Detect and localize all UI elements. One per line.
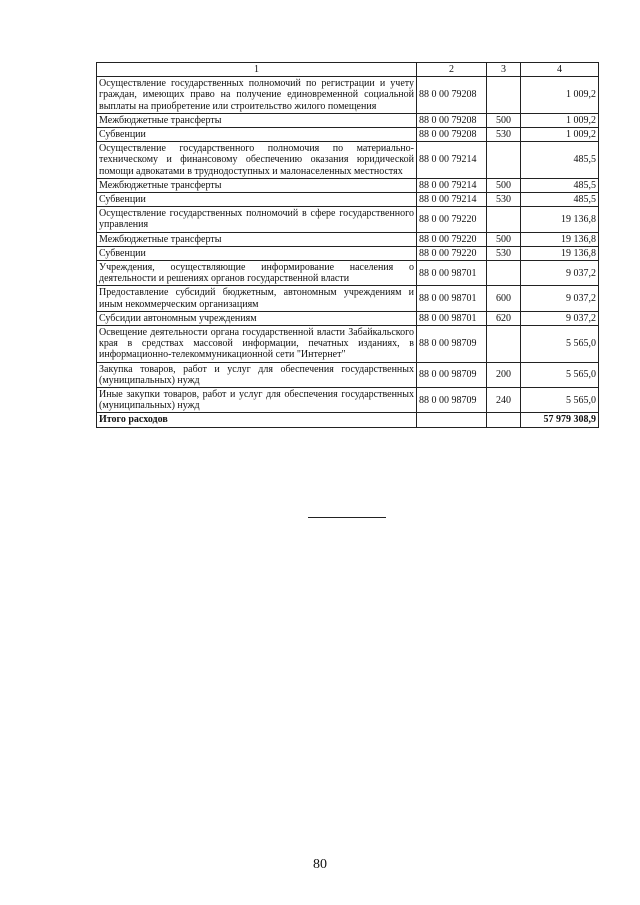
row-amount: 19 136,8 [521,246,599,260]
table-row [97,128,599,142]
row-code: 88 0 00 98709 [417,362,487,387]
row-code: 88 0 00 98709 [417,388,487,413]
row-type: 500 [487,113,521,127]
row-amount: 1 009,2 [521,128,599,142]
table-row [97,232,599,246]
total-row [97,413,599,427]
expenditure-table [96,62,599,428]
table-row [97,362,599,387]
row-type [487,326,521,363]
row-amount: 9 037,2 [521,286,599,311]
row-amount: 19 136,8 [521,232,599,246]
row-amount: 5 565,0 [521,326,599,363]
total-type [487,413,521,427]
total-label: Итого расходов [97,413,417,427]
row-name: Закупка товаров, работ и услуг для обеспечения государственных (муниципальных) нужд [97,362,417,387]
column-header-2: 2 [417,63,487,77]
row-code: 88 0 00 79214 [417,193,487,207]
table-row [97,246,599,260]
total-code [417,413,487,427]
row-amount: 485,5 [521,178,599,192]
row-code: 88 0 00 79208 [417,113,487,127]
row-type: 600 [487,286,521,311]
row-code: 88 0 00 79220 [417,232,487,246]
row-name: Учреждения, осуществляющие информирование населения о деятельности и решениях органов государственной власти [97,261,417,286]
page-number: 80 [313,857,327,872]
row-type [487,261,521,286]
table-row [97,142,599,179]
row-name: Освещение деятельности органа государственной власти Забайкальского края в средствах массовой информации, печатных изданиях, в информационно-телекоммуникационной сети "Интернет" [97,326,417,363]
row-code: 88 0 00 79220 [417,207,487,232]
table-row [97,261,599,286]
row-amount: 9 037,2 [521,311,599,325]
column-header-3: 3 [487,63,521,77]
row-code: 88 0 00 98701 [417,261,487,286]
row-name: Субвенции [97,246,417,260]
row-type: 200 [487,362,521,387]
row-name: Межбюджетные трансферты [97,113,417,127]
row-type: 620 [487,311,521,325]
section-divider [308,517,386,518]
row-type: 240 [487,388,521,413]
row-code: 88 0 00 79214 [417,142,487,179]
table-row [97,178,599,192]
table-row [97,388,599,413]
table-row [97,77,599,114]
row-type: 500 [487,232,521,246]
table-row [97,193,599,207]
row-code: 88 0 00 98701 [417,286,487,311]
row-type [487,207,521,232]
row-amount: 5 565,0 [521,388,599,413]
row-name: Иные закупки товаров, работ и услуг для обеспечения государственных (муниципальных) нужд [97,388,417,413]
row-name: Субвенции [97,128,417,142]
row-amount: 9 037,2 [521,261,599,286]
row-code: 88 0 00 79214 [417,178,487,192]
row-code: 88 0 00 79208 [417,77,487,114]
row-code: 88 0 00 79208 [417,128,487,142]
total-amount: 57 979 308,9 [521,413,599,427]
row-name: Межбюджетные трансферты [97,178,417,192]
row-type: 530 [487,193,521,207]
row-name: Предоставление субсидий бюджетным, автономным учреждениям и иным некоммерческим организациям [97,286,417,311]
row-amount: 5 565,0 [521,362,599,387]
table-row [97,113,599,127]
row-type [487,142,521,179]
table-row [97,286,599,311]
table-row [97,311,599,325]
row-amount: 485,5 [521,142,599,179]
row-type: 500 [487,178,521,192]
row-name: Субсидии автономным учреждениям [97,311,417,325]
row-type [487,77,521,114]
row-amount: 1 009,2 [521,77,599,114]
row-code: 88 0 00 98701 [417,311,487,325]
row-name: Межбюджетные трансферты [97,232,417,246]
row-name: Осуществление государственных полномочий в сфере государственного управления [97,207,417,232]
table-row [97,326,599,363]
row-type: 530 [487,128,521,142]
row-code: 88 0 00 98709 [417,326,487,363]
column-header-4: 4 [521,63,599,77]
table-row [97,207,599,232]
column-header-1: 1 [97,63,417,77]
row-amount: 1 009,2 [521,113,599,127]
table-header-row [97,63,599,77]
row-name: Субвенции [97,193,417,207]
row-amount: 19 136,8 [521,207,599,232]
row-name: Осуществление государственного полномочия по материально-техническому и финансовому обеспечению оказания юридической помощи адвокатами в труднодоступных и малонаселенных местностях [97,142,417,179]
row-type: 530 [487,246,521,260]
row-amount: 485,5 [521,193,599,207]
row-name: Осуществление государственных полномочий по регистрации и учету граждан, имеющих право на получение единовременной социальной выплаты на приобретение или строительство жилого помещения [97,77,417,114]
row-code: 88 0 00 79220 [417,246,487,260]
